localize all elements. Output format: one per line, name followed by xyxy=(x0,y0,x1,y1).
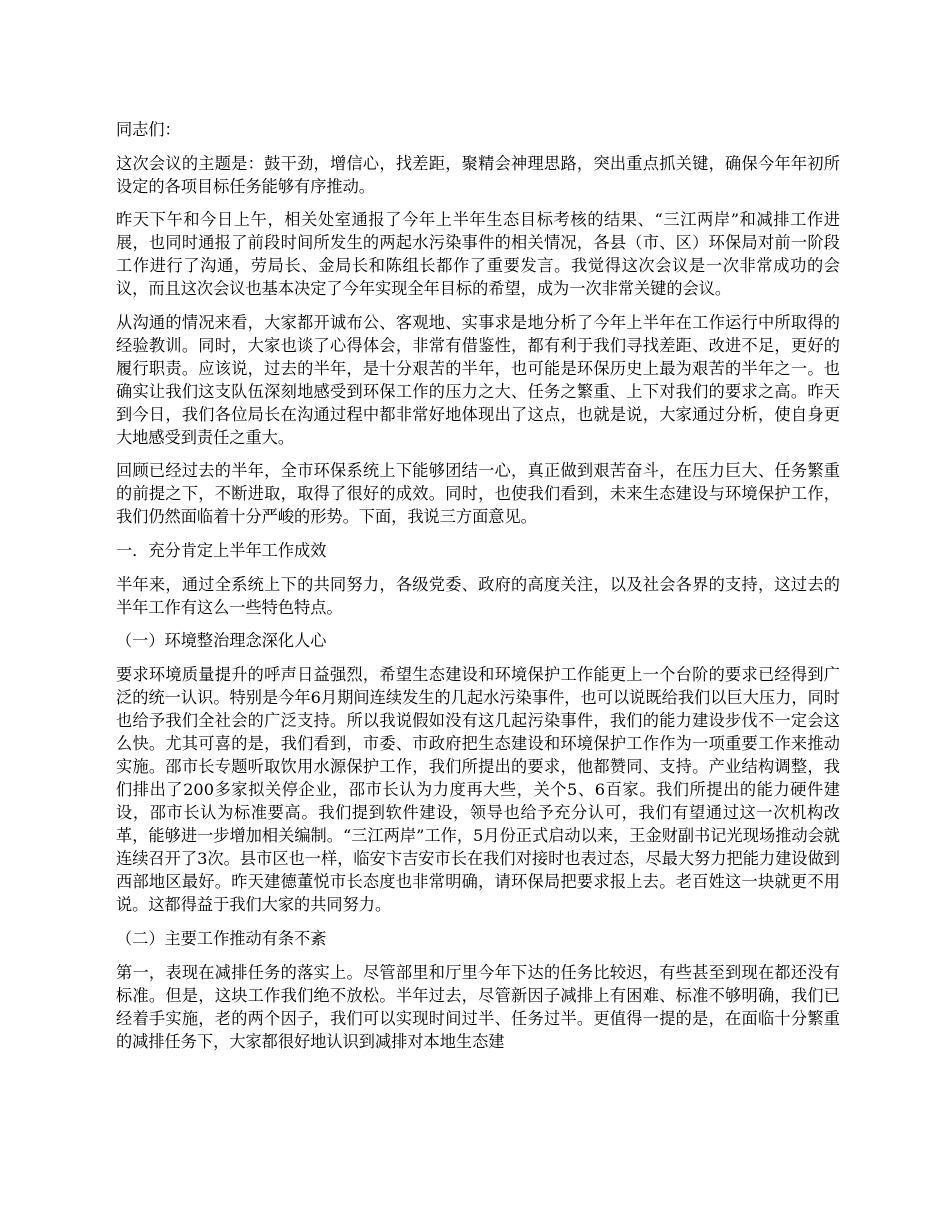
subsection-1-body: 要求环境质量提升的呼声日益强烈，希望生态建设和环境保护工作能更上一个台阶的要求已经得到广泛的统一认识。特别是今年6月期间连续发生的几起水污染事件，也可以说既给我们以巨大压力，同时也给予我们全社会的广泛支持。所以我说假如没有这几起污染事件，我们的能力建设步伐不一定会这么快。尤其可喜的是，我们看到，市委、市政府把生态建设和环境保护工作作为一项重要工作来推动实施。邵市长专题听取饮用水源保护工作，我们所提出的要求，他都赞同、支持。产业结构调整，我们排出了200多家拟关停企业，邵市长认为力度再大些，关个5、6百家。我们所提出的能力硬件建设，邵市长认为标准要高。我们提到软件建设，领导也给予充分认可，我们有望通过这一次机构改革，能够进一步增加相关编制。“三江两岸”工作，5月份正式启动以来，王金财副书记光现场推动会就连续召开了3次。县市区也一样，临安卞吉安市长在我们对接时也表过态，尽最大努力把能力建设做到西部地区最好。昨天建德董悦市长态度也非常明确，请环保局把要求报上去。老百姓这一块就更不用说。这都得益于我们大家的共同努力。 xyxy=(116,665,840,914)
paragraph-communication: 从沟通的情况来看，大家都开诚布公、客观地、实事求是地分析了今年上半年在工作运行中所取得的经验教训。同时，大家也谈了心得体会，非常有借鉴性，都有利于我们寻找差距、改进不足，更好的履行职责。应该说，过去的半年，是十分艰苦的半年，也可能是环保历史上最为艰苦的半年之一。也确实让我们这支队伍深刻地感受到环保工作的压力之大、任务之繁重、上下对我们的要求之高。昨天到今日，我们各位局长在沟通过程中都非常好地体现出了这点，也就是说，大家通过分析，使自身更大地感受到责任之重大。 xyxy=(116,312,840,447)
paragraph-review: 回顾已经过去的半年，全市环保系统上下能够团结一心，真正做到艰苦奋斗，在压力巨大、任务繁重的前提之下，不断进取，取得了很好的成效。同时，也使我们看到，未来生态建设与环境保护工作，我们仍然面临着十分严峻的形势。下面，我说三方面意见。 xyxy=(116,461,840,526)
paragraph-meeting-theme: 这次会议的主题是：鼓干劲，增信心，找差距，聚精会神理思路，突出重点抓关键，确保今年年初所设定的各项目标任务能够有序推动。 xyxy=(116,153,840,196)
paragraph-reports: 昨天下午和今日上午，相关处室通报了今年上半年生态目标考核的结果、“三江两岸”和减排工作进展，也同时通报了前段时间所发生的两起水污染事件的相关情况，各县（市、区）环保局对前一阶段工作进行了沟通，劳局长、金局长和陈组长都作了重要发言。我觉得这次会议是一次非常成功的会议，而且这次会议也基本决定了今年实现全年目标的希望，成为一次非常关键的会议。 xyxy=(116,210,840,298)
document-page xyxy=(116,118,840,1063)
subsection-2-title: （二）主要工作推动有条不紊 xyxy=(116,928,327,948)
subsection-1-title: （一）环境整治理念深化人心 xyxy=(116,631,327,650)
section-1-intro: 半年来，通过全系统上下的共同努力，各级党委、政府的高度关注，以及社会各界的支持，这过去的半年工作有这么一些特色特点。 xyxy=(116,574,840,617)
subsection-2-body: 第一，表现在减排任务的落实上。尽管部里和厅里今年下达的任务比较迟，有些甚至到现在都还没有标准。但是，这块工作我们绝不放松。半年过去，尽管新因子减排上有困难、标准不够明确，我们已经着手实施，老的两个因子，我们可以实现时间过半、任务过半。更值得一提的是，在面临十分繁重的减排任务下，大家都很好地认识到减排对本地生态建 xyxy=(116,962,840,1051)
section-1-title: 一．充分肯定上半年工作成效 xyxy=(116,540,327,560)
salutation: 同志们： xyxy=(116,120,181,139)
